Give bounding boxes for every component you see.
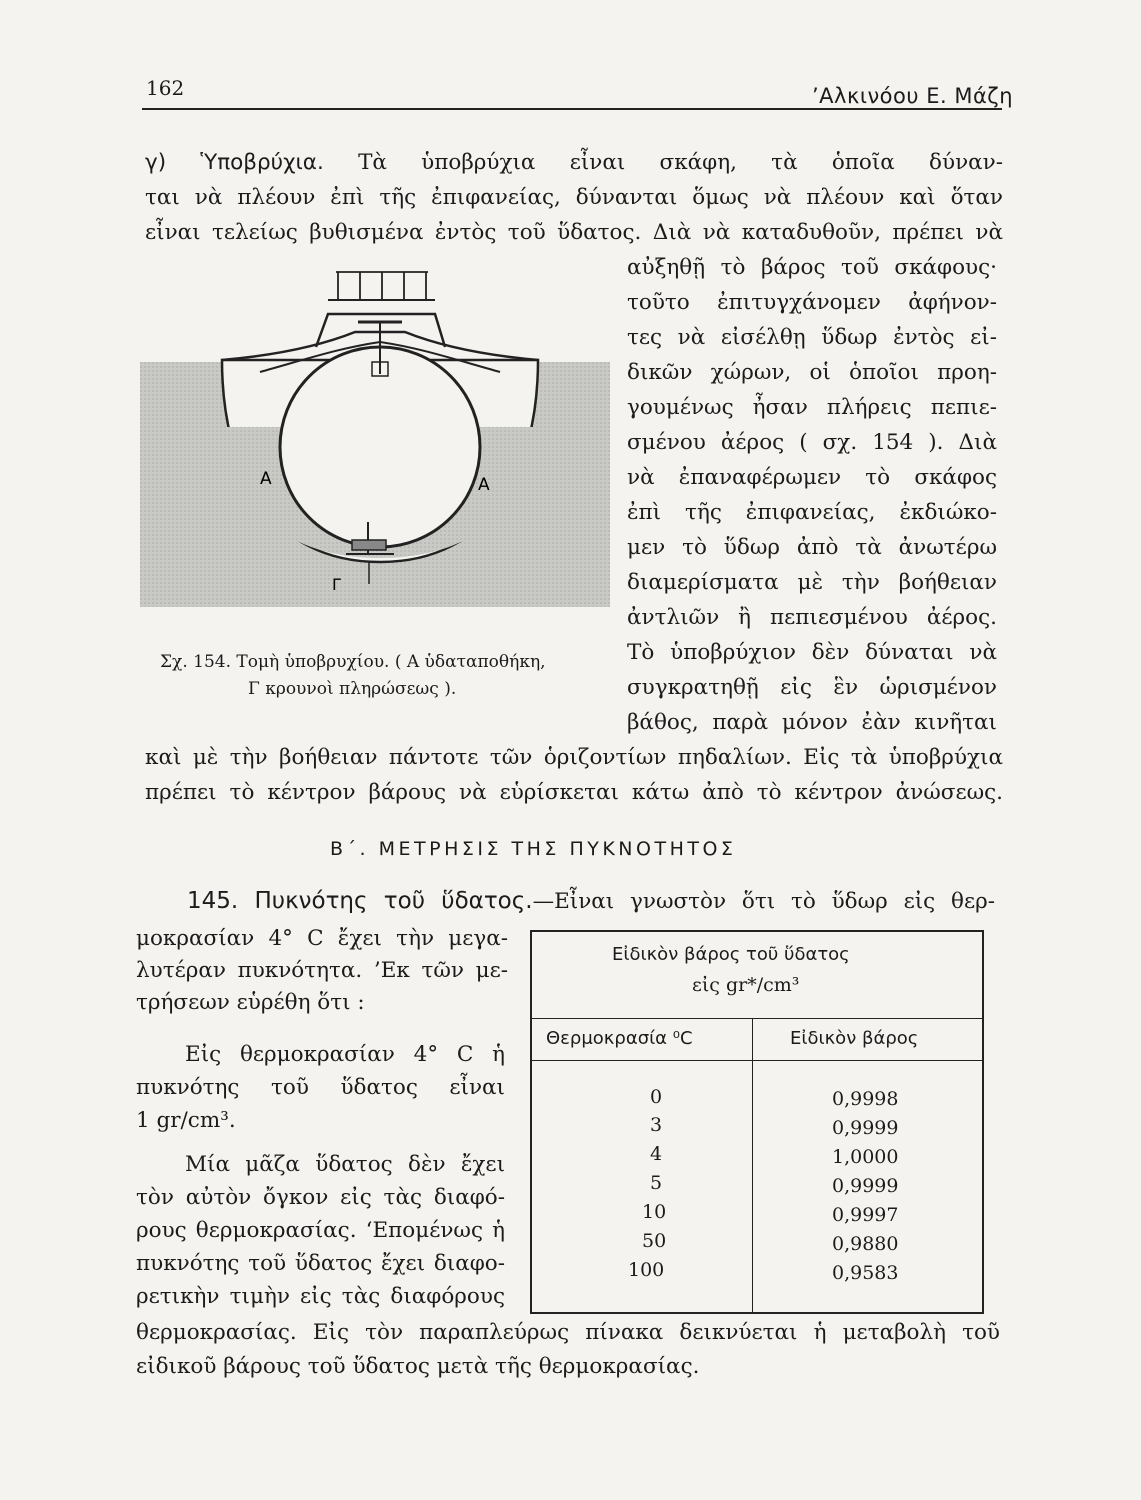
table-col-temp-header: Θερμοκρασία ⁰C: [546, 1028, 693, 1049]
density-left-line: ρους θερμοκρασίας. ‘Επομένως ἡ: [136, 1218, 505, 1243]
right-line: σμένου ἀέρος ( σχ. 154 ). Διὰ: [627, 430, 997, 455]
table-cell-value: 0,9880: [832, 1233, 899, 1255]
table-cell-temp: 100: [628, 1259, 665, 1281]
submarine-end-line: πρέπει τὸ κέντρον βάρους νὰ εὑρίσκεται κάτω ἀπὸ τὸ κέντρον ἀνώσεως.: [145, 780, 1003, 805]
table-cell-temp: 10: [642, 1201, 667, 1223]
table-column-divider: [752, 1018, 753, 1312]
table-rule-top: [532, 1018, 982, 1019]
density-table: [530, 930, 984, 1314]
table-rule-header: [532, 1060, 982, 1061]
table-cell-temp: 50: [642, 1230, 667, 1252]
right-line: ἐπὶ τῆς ἐπιφανείας, ἐκδιώκο-: [627, 500, 997, 525]
figure-label-g: Γ: [332, 575, 341, 594]
right-line: νὰ ἐπαναφέρωμεν τὸ σκάφος: [627, 465, 997, 490]
table-cell-value: 0,9583: [832, 1262, 899, 1284]
submarine-end-line: καὶ μὲ τὴν βοήθειαν πάντοτε τῶν ὁριζοντίων πηδαλίων. Εἰς τὰ ὑποβρύχια: [145, 745, 1003, 770]
right-line: δικῶν χώρων, οἱ ὁποῖοι προη-: [627, 360, 997, 385]
submarine-line-1: [145, 148, 1003, 178]
page-number: 162: [146, 76, 185, 100]
density-heading-rest: —Εἶναι γνωστὸν ὅτι τὸ ὕδωρ εἰς θερ-: [532, 889, 995, 914]
figure-label-a-left: Α: [260, 469, 272, 489]
submarine-line-3: εἶναι τελείως βυθισμένα ἐντὸς τοῦ ὕδατος. Διὰ νὰ καταδυθοῦν, πρέπει νὰ: [145, 220, 1003, 245]
right-line: διαμερίσματα μὲ τὴν βοήθειαν: [627, 570, 997, 595]
right-line: Τὸ ὑποβρύχιον δὲν δύναται νὰ: [627, 640, 997, 665]
figure-label-a-right: Α: [478, 475, 490, 495]
submarine-cross-section-figure: [140, 262, 610, 607]
header-rule: [142, 108, 1002, 110]
table-cell-value: 1,0000: [832, 1146, 899, 1168]
right-line: αὐξηθῇ τὸ βάρος τοῦ σκάφους·: [627, 255, 997, 280]
density-left-line: πυκνότης τοῦ ὕδατος ἔχει διαφο-: [136, 1251, 505, 1276]
density-left-line: τρήσεων εὑρέθη ὅτι :: [136, 990, 365, 1015]
table-cell-temp: 5: [650, 1172, 663, 1194]
submarine-line-2: ται νὰ πλέουν ἐπὶ τῆς ἐπιφανείας, δύνανται ὅμως νὰ πλέουν καὶ ὅταν: [145, 185, 1003, 210]
submarine-title: γ) Ὑποβρύχια.: [145, 150, 324, 175]
table-title-line1: Εἰδικὸν βάρος τοῦ ὕδατος: [612, 944, 850, 965]
running-title: ’Αλκινόου Ε. Μάζη: [812, 84, 1014, 108]
density-left-line: ρετικὴν τιμὴν εἰς τὰς διαφόρους: [136, 1284, 505, 1309]
table-cell-value: 0,9997: [832, 1204, 899, 1226]
density-left-line: Μία μᾶζα ὕδατος δὲν ἔχει: [185, 1152, 505, 1177]
table-cell-temp: 0: [650, 1086, 663, 1108]
density-left-line: Εἰς θερμοκρασίαν 4° C ἡ: [185, 1042, 505, 1067]
density-left-line: λυτέραν πυκνότητα. ’Εκ τῶν με-: [136, 958, 508, 983]
figure-caption-line1: Σχ. 154. Τομὴ ὑποβρυχίου. ( Α ὑδαταποθήκη,: [160, 652, 546, 672]
section-title: Β΄. ΜΕΤΡΗΣΙΣ ΤΗΣ ΠΥΚΝΟΤΗΤΟΣ: [330, 838, 737, 860]
right-line: γουμένως ἦσαν πλήρεις πεπιε-: [627, 395, 997, 420]
right-line: τες νὰ εἰσέλθῃ ὕδωρ ἐντὸς εἰ-: [627, 325, 997, 350]
table-title-line2: εἰς gr*/cm³: [692, 974, 800, 996]
table-cell-value: 0,9998: [832, 1088, 899, 1110]
table-cell-value: 0,9999: [832, 1117, 899, 1139]
density-heading-line: [187, 886, 995, 917]
density-left-line: μοκρασίαν 4° C ἔχει τὴν μεγα-: [136, 926, 508, 951]
table-cell-value: 0,9999: [832, 1175, 899, 1197]
pressure-hull: [280, 347, 480, 547]
density-end-line: εἰδικοῦ βάρους τοῦ ὕδατος μετὰ τῆς θερμοκρασίας.: [136, 1354, 700, 1379]
density-left-line: πυκνότης τοῦ ὕδατος εἶναι: [136, 1075, 505, 1100]
figure-caption-line2: Γ κρουνοὶ πληρώσεως ).: [248, 679, 457, 699]
density-left-line: 1 gr/cm³.: [136, 1108, 236, 1133]
table-cell-temp: 3: [650, 1114, 663, 1136]
right-line: μεν τὸ ὕδωρ ἀπὸ τὰ ἀνωτέρω: [627, 535, 997, 560]
density-left-line: τὸν αὐτὸν ὄγκον εἰς τὰς διαφό-: [136, 1185, 505, 1210]
right-line: τοῦτο ἐπιτυγχάνομεν ἀφήνον-: [627, 290, 997, 315]
table-col-weight-header: Εἰδικὸν βάρος: [790, 1028, 919, 1049]
submarine-text: Τὰ ὑποβρύχια εἶναι σκάφη, τὰ ὁποῖα δύναν-: [358, 150, 1003, 175]
right-line: ἀντλιῶν ἢ πεπιεσμένου ἀέρος.: [627, 605, 997, 630]
table-cell-temp: 4: [650, 1143, 663, 1165]
right-line: συγκρατηθῇ εἰς ἓν ὡρισμένον: [627, 675, 997, 700]
density-end-line: θερμοκρασίας. Εἰς τὸν παραπλεύρως πίνακα δεικνύεται ἡ μεταβολὴ τοῦ: [136, 1320, 1000, 1345]
right-line: βάθος, παρὰ μόνον ἐὰν κινῆται: [627, 710, 997, 735]
density-heading: 145. Πυκνότης τοῦ ὕδατος.: [187, 888, 533, 914]
